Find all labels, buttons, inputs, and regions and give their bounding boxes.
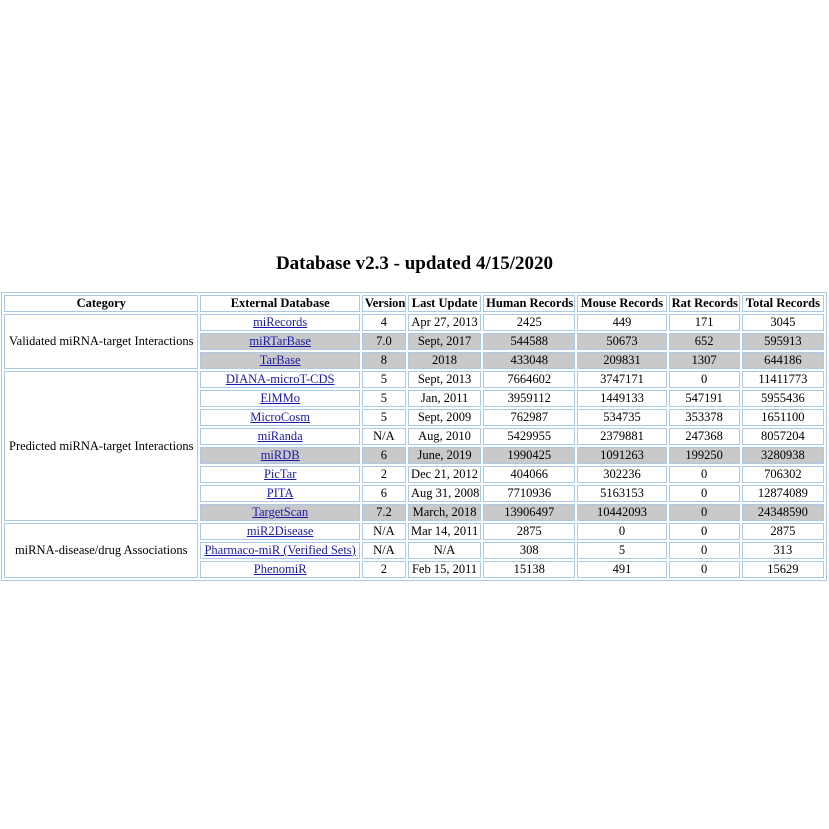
rat-records-cell: 0 <box>669 523 740 540</box>
database-name-cell <box>200 333 359 350</box>
last-update-cell: Sept, 2013 <box>408 371 481 388</box>
version-cell: 5 <box>362 390 406 407</box>
database-link[interactable]: PITA <box>266 486 294 500</box>
database-table <box>1 292 827 581</box>
last-update-cell: Mar 14, 2011 <box>408 523 481 540</box>
human-records-cell: 544588 <box>483 333 575 350</box>
category-cell: miRNA-disease/drug Associations <box>4 523 198 578</box>
rat-records-cell: 547191 <box>669 390 740 407</box>
mouse-records-cell: 209831 <box>577 352 666 369</box>
version-cell: 2 <box>362 561 406 578</box>
database-link[interactable]: TargetScan <box>252 505 309 519</box>
database-link[interactable]: Pharmaco-miR (Verified Sets) <box>204 543 356 557</box>
table-row <box>4 371 824 388</box>
human-records-cell: 3959112 <box>483 390 575 407</box>
version-cell: 5 <box>362 371 406 388</box>
header-human-records: Human Records <box>483 295 575 312</box>
last-update-cell: Aug 31, 2008 <box>408 485 481 502</box>
database-link[interactable]: PicTar <box>263 467 297 481</box>
mouse-records-cell: 10442093 <box>577 504 666 521</box>
version-cell: 7.2 <box>362 504 406 521</box>
version-cell: 2 <box>362 466 406 483</box>
human-records-cell: 2425 <box>483 314 575 331</box>
database-link[interactable]: miR2Disease <box>246 524 314 538</box>
rat-records-cell: 1307 <box>669 352 740 369</box>
database-name-cell <box>200 314 359 331</box>
last-update-cell: Jan, 2011 <box>408 390 481 407</box>
human-records-cell: 5429955 <box>483 428 575 445</box>
database-name-cell <box>200 428 359 445</box>
database-name-cell <box>200 504 359 521</box>
human-records-cell: 13906497 <box>483 504 575 521</box>
table-row <box>4 314 824 331</box>
version-cell: 4 <box>362 314 406 331</box>
page-title: Database v2.3 - updated 4/15/2020 <box>275 253 554 274</box>
mouse-records-cell: 2379881 <box>577 428 666 445</box>
header-version: Version <box>362 295 406 312</box>
total-records-cell: 595913 <box>742 333 824 350</box>
total-records-cell: 5955436 <box>742 390 824 407</box>
total-records-cell: 1651100 <box>742 409 824 426</box>
mouse-records-cell: 3747171 <box>577 371 666 388</box>
rat-records-cell: 0 <box>669 466 740 483</box>
human-records-cell: 7710936 <box>483 485 575 502</box>
version-cell: N/A <box>362 428 406 445</box>
total-records-cell: 2875 <box>742 523 824 540</box>
database-name-cell <box>200 561 359 578</box>
total-records-cell: 12874089 <box>742 485 824 502</box>
database-link[interactable]: miRecords <box>253 315 308 329</box>
database-link[interactable]: PhenomiR <box>253 562 307 576</box>
rat-records-cell: 0 <box>669 371 740 388</box>
mouse-records-cell: 5 <box>577 542 666 559</box>
human-records-cell: 2875 <box>483 523 575 540</box>
header-external-database: External Database <box>200 295 359 312</box>
human-records-cell: 433048 <box>483 352 575 369</box>
total-records-cell: 15629 <box>742 561 824 578</box>
mouse-records-cell: 302236 <box>577 466 666 483</box>
last-update-cell: Sept, 2009 <box>408 409 481 426</box>
header-last-update: Last Update <box>408 295 481 312</box>
database-name-cell <box>200 447 359 464</box>
mouse-records-cell: 449 <box>577 314 666 331</box>
total-records-cell: 11411773 <box>742 371 824 388</box>
rat-records-cell: 0 <box>669 485 740 502</box>
total-records-cell: 24348590 <box>742 504 824 521</box>
human-records-cell: 308 <box>483 542 575 559</box>
header-row <box>4 295 824 312</box>
human-records-cell: 762987 <box>483 409 575 426</box>
rat-records-cell: 171 <box>669 314 740 331</box>
header-total-records: Total Records <box>742 295 824 312</box>
human-records-cell: 404066 <box>483 466 575 483</box>
database-name-cell <box>200 542 359 559</box>
version-cell: N/A <box>362 542 406 559</box>
rat-records-cell: 247368 <box>669 428 740 445</box>
mouse-records-cell: 1091263 <box>577 447 666 464</box>
header-mouse-records: Mouse Records <box>577 295 666 312</box>
mouse-records-cell: 491 <box>577 561 666 578</box>
header-rat-records: Rat Records <box>669 295 740 312</box>
rat-records-cell: 0 <box>669 542 740 559</box>
database-link[interactable]: DIANA-microT-CDS <box>225 372 335 386</box>
last-update-cell: 2018 <box>408 352 481 369</box>
rat-records-cell: 353378 <box>669 409 740 426</box>
database-name-cell <box>200 466 359 483</box>
table-row <box>4 523 824 540</box>
version-cell: N/A <box>362 523 406 540</box>
last-update-cell: June, 2019 <box>408 447 481 464</box>
rat-records-cell: 0 <box>669 561 740 578</box>
version-cell: 6 <box>362 485 406 502</box>
last-update-cell: Feb 15, 2011 <box>408 561 481 578</box>
rat-records-cell: 652 <box>669 333 740 350</box>
database-name-cell <box>200 409 359 426</box>
total-records-cell: 644186 <box>742 352 824 369</box>
rat-records-cell: 0 <box>669 504 740 521</box>
last-update-cell: Dec 21, 2012 <box>408 466 481 483</box>
last-update-cell: Aug, 2010 <box>408 428 481 445</box>
mouse-records-cell: 5163153 <box>577 485 666 502</box>
total-records-cell: 706302 <box>742 466 824 483</box>
last-update-cell: Apr 27, 2013 <box>408 314 481 331</box>
category-cell: Predicted miRNA-target Interactions <box>4 371 198 521</box>
last-update-cell: N/A <box>408 542 481 559</box>
database-link[interactable]: miRTarBase <box>249 334 311 348</box>
table-body <box>4 314 824 578</box>
mouse-records-cell: 50673 <box>577 333 666 350</box>
database-link[interactable]: TarBase <box>259 353 301 367</box>
database-name-cell <box>200 352 359 369</box>
database-name-cell <box>200 523 359 540</box>
header-category: Category <box>4 295 198 312</box>
version-cell: 7.0 <box>362 333 406 350</box>
version-cell: 6 <box>362 447 406 464</box>
last-update-cell: Sept, 2017 <box>408 333 481 350</box>
mouse-records-cell: 534735 <box>577 409 666 426</box>
database-link[interactable]: miRanda <box>257 429 303 443</box>
total-records-cell: 3280938 <box>742 447 824 464</box>
category-cell: Validated miRNA-target Interactions <box>4 314 198 369</box>
database-name-cell <box>200 485 359 502</box>
last-update-cell: March, 2018 <box>408 504 481 521</box>
database-name-cell <box>200 390 359 407</box>
version-cell: 5 <box>362 409 406 426</box>
database-name-cell <box>200 371 359 388</box>
database-link[interactable]: miRDB <box>260 448 300 462</box>
total-records-cell: 313 <box>742 542 824 559</box>
database-link[interactable]: ElMMo <box>260 391 300 405</box>
human-records-cell: 7664602 <box>483 371 575 388</box>
version-cell: 8 <box>362 352 406 369</box>
rat-records-cell: 199250 <box>669 447 740 464</box>
total-records-cell: 8057204 <box>742 428 824 445</box>
human-records-cell: 15138 <box>483 561 575 578</box>
mouse-records-cell: 1449133 <box>577 390 666 407</box>
mouse-records-cell: 0 <box>577 523 666 540</box>
total-records-cell: 3045 <box>742 314 824 331</box>
human-records-cell: 1990425 <box>483 447 575 464</box>
database-link[interactable]: MicroCosm <box>250 410 311 424</box>
